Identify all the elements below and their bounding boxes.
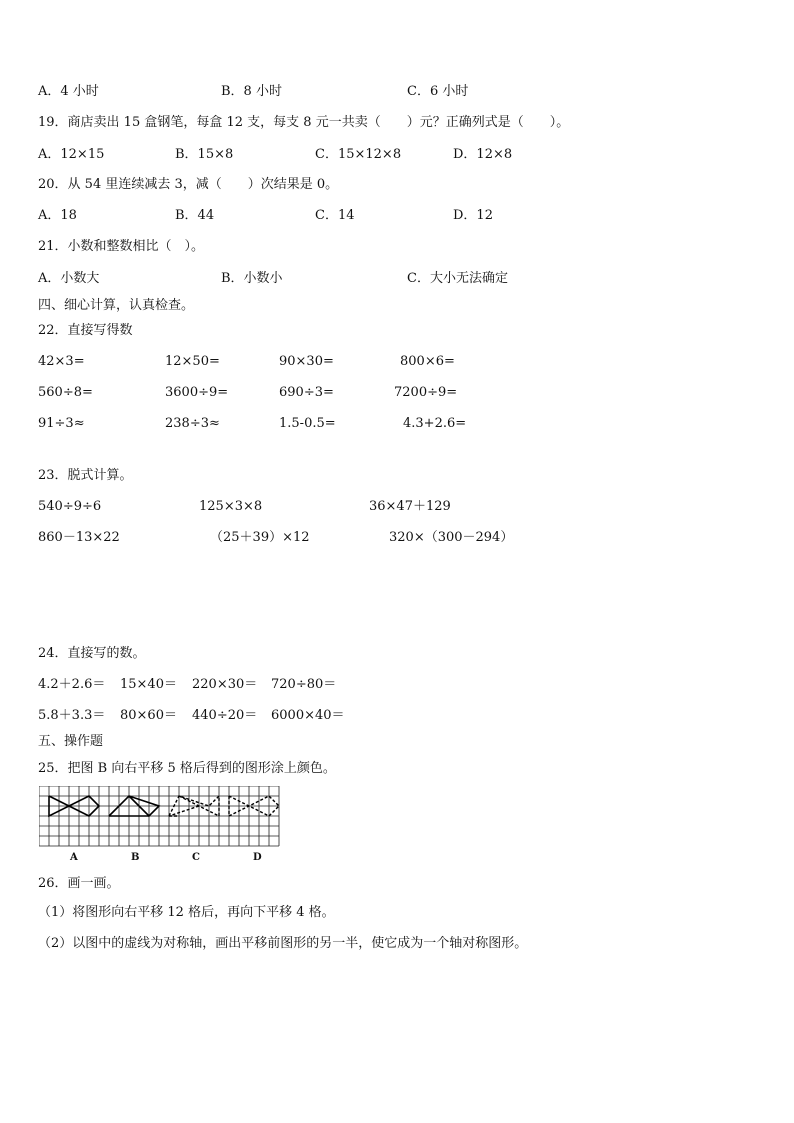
q24-cell: 5.8＋3.3＝ [38, 708, 106, 723]
q22-cell: 12×50= [165, 354, 220, 369]
q24-stem: 24．直接写的数。 [38, 646, 146, 661]
q21-option-a: A．小数大 [38, 271, 100, 286]
q20-option-b: B．44 [175, 208, 215, 223]
q20-option-a: A．18 [38, 208, 77, 223]
q22-cell: 4.3+2.6= [403, 416, 467, 431]
q19-option-c: C．15×12×8 [315, 147, 402, 162]
q22-cell: 3600÷9= [165, 385, 229, 400]
q22-stem: 22．直接写得数 [38, 323, 133, 338]
q24-cell: 720÷80＝ [271, 677, 337, 692]
grid-label-d: D [253, 852, 262, 863]
q22-cell: 560÷8= [38, 385, 93, 400]
grid-label-c: C [192, 852, 200, 863]
q19-option-d: D．12×8 [453, 147, 513, 162]
q19-stem: 19．商店卖出 15 盒钢笔，每盒 12 支，每支 8 元一共卖（ ）元？正确列式是（ ）。 [38, 115, 570, 130]
q18-option-b: B．8 小时 [221, 84, 282, 99]
q20-option-d: D．12 [453, 208, 493, 223]
q24-cell: 6000×40＝ [271, 708, 345, 723]
q21-option-c: C．大小无法确定 [407, 271, 508, 286]
q23-stem: 23．脱式计算。 [38, 468, 133, 483]
q22-cell: 42×3= [38, 354, 85, 369]
q24-cell: 220×30＝ [192, 677, 258, 692]
grid-lines [39, 786, 279, 846]
section-5-title: 五、操作题 [38, 734, 104, 749]
q22-cell: 800×6= [400, 354, 455, 369]
q24-cell: 4.2＋2.6＝ [38, 677, 106, 692]
q23-cell: 540÷9÷6 [38, 499, 102, 514]
q26-item-1: （1）将图形向右平移 12 格后，再向下平移 4 格。 [38, 905, 335, 920]
q25-translation-grid [39, 786, 283, 850]
q22-cell: 91÷3≈ [38, 416, 85, 431]
q22-cell: 1.5-0.5= [279, 416, 336, 431]
grid-label-b: B [131, 852, 140, 863]
q22-cell: 238÷3≈ [165, 416, 220, 431]
section-4-title: 四、细心计算，认真检查。 [38, 298, 195, 313]
q24-cell: 80×60＝ [120, 708, 177, 723]
q20-stem: 20．从 54 里连续减去 3，减（ ）次结果是 0。 [38, 177, 339, 192]
q23-cell: （25＋39）×12 [210, 530, 310, 545]
q21-stem: 21．小数和整数相比（ ）。 [38, 239, 205, 254]
q24-cell: 440÷20＝ [192, 708, 258, 723]
q18-option-c: C．6 小时 [407, 84, 469, 99]
q23-cell: 36×47＋129 [369, 499, 451, 514]
q19-option-b: B．15×8 [175, 147, 234, 162]
q23-cell: 125×3×8 [199, 499, 263, 514]
q24-cell: 15×40＝ [120, 677, 177, 692]
q21-option-b: B．小数小 [221, 271, 283, 286]
q22-cell: 7200÷9= [394, 385, 458, 400]
q22-cell: 690÷3= [279, 385, 334, 400]
grid-label-a: A [70, 852, 78, 863]
q23-cell: 860－13×22 [38, 530, 120, 545]
q20-option-c: C．14 [315, 208, 355, 223]
q23-cell: 320×（300－294） [389, 530, 514, 545]
q26-stem: 26．画一画。 [38, 876, 120, 891]
q22-cell: 90×30= [279, 354, 334, 369]
q25-stem: 25．把图 B 向右平移 5 格后得到的图形涂上颜色。 [38, 761, 336, 776]
q19-option-a: A．12×15 [38, 147, 105, 162]
q18-option-a: A．4 小时 [38, 84, 99, 99]
q26-item-2: （2）以图中的虚线为对称轴，画出平移前图形的另一半，使它成为一个轴对称图形。 [38, 936, 528, 951]
